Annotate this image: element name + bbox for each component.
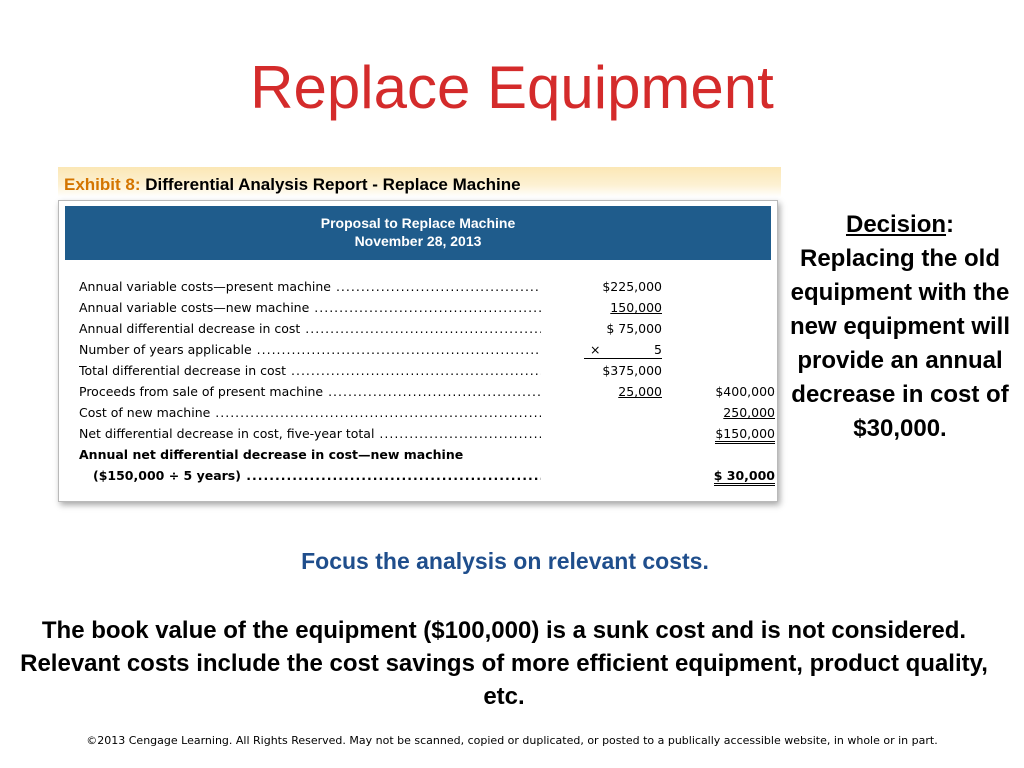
sunk-cost-note: The book value of the equipment ($100,000) is a sunk cost and is not considered. Relevant costs include the cost savings of more efficient equipment, product quality, etc.: [20, 617, 988, 710]
row-value: $ 75,000: [606, 321, 662, 336]
row-value: $225,000: [602, 279, 662, 294]
row-label: Cost of new machine .....: [79, 404, 541, 422]
row-value: 25,000: [618, 384, 662, 399]
exhibit-caption: [64, 175, 521, 195]
row-label: Annual variable costs—new machine .....: [79, 299, 541, 317]
copyright-footer: ©2013 Cengage Learning. All Rights Reserved. May not be scanned, copied or duplicated, or posted to a publically accessible website, in whole or in part.: [86, 734, 938, 747]
row-label: Annual variable costs—present machine .....: [79, 278, 541, 296]
report-row: [79, 425, 775, 443]
report-row: [79, 341, 769, 359]
report-rows: [59, 201, 777, 501]
row-total: $ 30,000: [714, 468, 775, 486]
slide-title: Replace Equipment: [250, 54, 774, 121]
row-label: ($150,000 ÷ 5 years) .....: [79, 467, 541, 485]
row-value: $375,000: [602, 363, 662, 378]
row-total: 250,000: [723, 405, 775, 420]
row-label: Number of years applicable .....: [79, 341, 541, 359]
multiply-symbol: ×: [590, 342, 601, 357]
decision-text: Replacing the old equipment with the new equipment will provide an annual decrease in cost of $30,000.: [789, 245, 1011, 442]
decision-heading: Decision: [845, 211, 947, 238]
row-total: $400,000: [715, 384, 775, 399]
report-row: [79, 362, 769, 380]
report-row: [79, 320, 769, 338]
report-row: [79, 383, 775, 401]
row-label: Proceeds from sale of present machine .....: [79, 383, 541, 401]
differential-analysis-report: [58, 200, 778, 502]
row-label: Annual differential decrease in cost .....: [79, 320, 541, 338]
decision-callout: [786, 208, 1014, 446]
row-label: Annual net differential decrease in cost—new machine: [79, 447, 464, 462]
report-row: [79, 467, 775, 485]
row-label: Net differential decrease in cost, five-year total .....: [79, 425, 541, 443]
exhibit-title: Differential Analysis Report - Replace Machine: [145, 175, 521, 194]
report-date: November 28, 2013: [354, 233, 482, 249]
focus-statement: Focus the analysis on relevant costs.: [301, 548, 709, 574]
decision-colon: :: [946, 211, 955, 238]
row-value: 5: [654, 342, 662, 357]
report-title: Proposal to Replace Machine: [320, 215, 516, 231]
report-row: [79, 404, 775, 422]
report-row: [79, 299, 769, 317]
report-row: [79, 446, 769, 464]
row-label: Total differential decrease in cost .....: [79, 362, 541, 380]
row-total: $150,000: [715, 426, 775, 444]
report-row: [79, 278, 769, 296]
exhibit-label: Exhibit 8:: [64, 175, 141, 194]
row-value: 150,000: [610, 300, 662, 315]
